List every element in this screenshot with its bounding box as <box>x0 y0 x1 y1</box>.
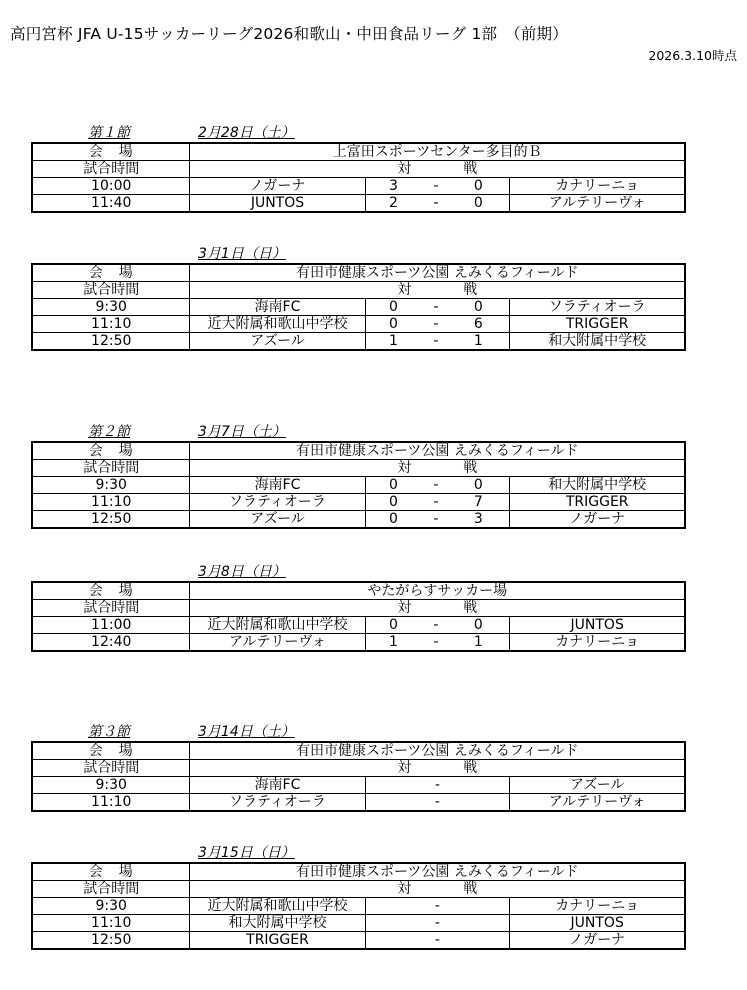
score-dash: - <box>434 915 440 931</box>
time-header: 試合時間 <box>32 600 190 617</box>
score-cell <box>365 494 510 511</box>
match-row <box>32 932 685 950</box>
home-team: アズール <box>190 511 365 529</box>
match-label: 戦 <box>463 282 478 298</box>
kickoff-time: 11:40 <box>32 195 190 213</box>
kickoff-time: 11:10 <box>32 316 190 333</box>
score-cell <box>365 634 510 652</box>
kickoff-time: 12:50 <box>32 511 190 529</box>
day-block <box>0 246 747 351</box>
match-label: 戦 <box>463 460 478 476</box>
score <box>366 195 510 211</box>
away-team: JUNTOS <box>510 915 685 932</box>
score-cell <box>365 511 510 529</box>
match-row <box>32 316 685 333</box>
round-label-row <box>0 246 747 263</box>
time-header: 試合時間 <box>32 460 190 477</box>
column-header-row <box>32 460 685 477</box>
match-header <box>190 460 685 477</box>
score <box>366 299 510 315</box>
home-team: アズール <box>190 333 365 351</box>
home-team: アルテリーヴォ <box>190 634 365 652</box>
time-header: 試合時間 <box>32 161 190 178</box>
venue-header: 会 場 <box>32 863 190 881</box>
score <box>366 477 510 493</box>
kickoff-time: 11:10 <box>32 915 190 932</box>
home-team: 近大附属和歌山中学校 <box>190 316 365 333</box>
home-score: 0 <box>389 494 398 510</box>
score-dash: - <box>434 932 440 948</box>
score-dash: - <box>434 777 440 793</box>
match-label: 戦 <box>463 760 478 776</box>
score <box>366 617 510 633</box>
score-cell <box>365 794 510 812</box>
home-team: 海南FC <box>190 777 365 794</box>
away-score: 0 <box>473 617 483 633</box>
kickoff-time: 11:00 <box>32 617 190 634</box>
day-block <box>0 564 747 652</box>
home-score: 1 <box>389 634 398 650</box>
venue-header: 会 場 <box>32 742 190 760</box>
time-header: 試合時間 <box>32 760 190 777</box>
score-cell <box>365 316 510 333</box>
score-cell <box>365 299 510 316</box>
kickoff-time: 11:10 <box>32 494 190 511</box>
home-score: 0 <box>389 316 398 332</box>
venue-row <box>32 264 685 282</box>
kickoff-time: 12:40 <box>32 634 190 652</box>
score <box>366 494 510 510</box>
vs-label: 対 <box>397 282 412 298</box>
day-block <box>0 424 747 529</box>
document-title: 高円宮杯 JFA U-15サッカーリーグ2026和歌山・中田食品リーグ 1部 （前期） <box>10 25 568 43</box>
home-team: 近大附属和歌山中学校 <box>190 617 365 634</box>
venue-header: 会 場 <box>32 264 190 282</box>
score-dash: - <box>433 617 439 633</box>
match-date: 3月14日（土） <box>198 724 295 740</box>
score-dash: - <box>433 195 439 211</box>
score-cell <box>365 617 510 634</box>
match-header <box>190 161 685 178</box>
score-dash: - <box>433 477 439 493</box>
vs-label: 対 <box>397 881 412 897</box>
day-block <box>0 845 747 950</box>
round-label: 第１節 <box>88 125 130 141</box>
match-row <box>32 511 685 529</box>
venue-name: 有田市健康スポーツ公園 えみくるフィールド <box>190 264 685 282</box>
score <box>366 511 510 527</box>
score-cell <box>365 333 510 351</box>
venue-name: 上富田スポーツセンター多目的Ｂ <box>190 143 685 161</box>
match-row <box>32 617 685 634</box>
home-team: ソラティオーラ <box>190 494 365 511</box>
venue-row <box>32 582 685 600</box>
away-score: 0 <box>473 477 483 493</box>
score <box>366 333 510 349</box>
column-header-row <box>32 600 685 617</box>
away-score: 6 <box>473 316 483 332</box>
home-score: 0 <box>389 299 398 315</box>
home-team: 近大附属和歌山中学校 <box>190 898 365 915</box>
home-score: 1 <box>389 333 398 349</box>
away-score: 7 <box>473 494 483 510</box>
match-header <box>190 282 685 299</box>
column-header-row <box>32 161 685 178</box>
match-row <box>32 494 685 511</box>
venue-row <box>32 442 685 460</box>
home-score: 3 <box>389 178 398 194</box>
schedule-table <box>31 263 686 351</box>
away-score: 1 <box>473 333 483 349</box>
venue-header: 会 場 <box>32 582 190 600</box>
home-team: JUNTOS <box>190 195 365 213</box>
score-dash: - <box>434 794 440 810</box>
score-cell <box>365 477 510 494</box>
venue-row <box>32 742 685 760</box>
away-team: 和大附属中学校 <box>510 477 685 494</box>
venue-row <box>32 863 685 881</box>
away-team: カナリーニョ <box>510 634 685 652</box>
score-cell <box>365 195 510 213</box>
match-row <box>32 634 685 652</box>
venue-name: 有田市健康スポーツ公園 えみくるフィールド <box>190 442 685 460</box>
home-score: 0 <box>389 477 398 493</box>
schedule-table <box>31 142 686 213</box>
match-date: 3月8日（日） <box>198 564 286 580</box>
kickoff-time: 12:50 <box>32 333 190 351</box>
kickoff-time: 10:00 <box>32 178 190 195</box>
match-header <box>190 881 685 898</box>
kickoff-time: 12:50 <box>32 932 190 950</box>
match-date: 3月15日（日） <box>198 845 295 861</box>
vs-label: 対 <box>397 460 412 476</box>
match-row <box>32 299 685 316</box>
kickoff-time: 9:30 <box>32 477 190 494</box>
score-cell <box>365 915 510 932</box>
day-block <box>0 125 747 213</box>
score <box>366 178 510 194</box>
schedule-table <box>31 862 686 950</box>
round-label-row <box>0 125 747 142</box>
match-row <box>32 195 685 213</box>
score-cell <box>365 178 510 195</box>
schedule-table <box>31 741 686 812</box>
kickoff-time: 9:30 <box>32 898 190 915</box>
home-team: TRIGGER <box>190 932 365 950</box>
match-row <box>32 915 685 932</box>
venue-name: 有田市健康スポーツ公園 えみくるフィールド <box>190 863 685 881</box>
match-date: 3月1日（日） <box>198 246 286 262</box>
away-team: TRIGGER <box>510 316 685 333</box>
match-row <box>32 794 685 812</box>
match-date: 3月7日（土） <box>198 424 286 440</box>
score-dash: - <box>433 316 439 332</box>
venue-name: やたがらすサッカー場 <box>190 582 685 600</box>
score-dash: - <box>433 178 439 194</box>
home-team: 海南FC <box>190 477 365 494</box>
schedule-table <box>31 441 686 529</box>
schedule-table <box>31 581 686 652</box>
venue-row <box>32 143 685 161</box>
score-dash: - <box>433 494 439 510</box>
away-team: カナリーニョ <box>510 898 685 915</box>
kickoff-time: 11:10 <box>32 794 190 812</box>
home-score: 0 <box>389 511 398 527</box>
away-team: 和大附属中学校 <box>510 333 685 351</box>
away-team: ソラティオーラ <box>510 299 685 316</box>
time-header: 試合時間 <box>32 282 190 299</box>
home-score: 2 <box>389 195 398 211</box>
score-dash: - <box>434 898 440 914</box>
column-header-row <box>32 881 685 898</box>
round-label: 第２節 <box>88 424 130 440</box>
round-label-row <box>0 845 747 862</box>
match-header <box>190 600 685 617</box>
updated-date: 2026.3.10時点 <box>648 48 737 63</box>
away-score: 0 <box>473 195 483 211</box>
score-cell <box>365 932 510 950</box>
day-block <box>0 724 747 812</box>
away-team: アルテリーヴォ <box>510 195 685 213</box>
home-team: ノガーナ <box>190 178 365 195</box>
home-team: 海南FC <box>190 299 365 316</box>
venue-name: 有田市健康スポーツ公園 えみくるフィールド <box>190 742 685 760</box>
home-team: 和大附属中学校 <box>190 915 365 932</box>
vs-label: 対 <box>397 161 412 177</box>
round-label-row <box>0 424 747 441</box>
match-row <box>32 333 685 351</box>
venue-header: 会 場 <box>32 442 190 460</box>
vs-label: 対 <box>397 760 412 776</box>
score-dash: - <box>433 333 439 349</box>
score-dash: - <box>433 299 439 315</box>
kickoff-time: 9:30 <box>32 299 190 316</box>
away-team: ノガーナ <box>510 511 685 529</box>
round-label: 第３節 <box>88 724 130 740</box>
vs-label: 対 <box>397 600 412 616</box>
round-label-row <box>0 564 747 581</box>
score-cell <box>365 898 510 915</box>
match-header <box>190 760 685 777</box>
match-label: 戦 <box>463 600 478 616</box>
home-score: 0 <box>389 617 398 633</box>
away-team: カナリーニョ <box>510 178 685 195</box>
away-team: アズール <box>510 777 685 794</box>
score-dash: - <box>433 511 439 527</box>
match-label: 戦 <box>463 881 478 897</box>
match-row <box>32 477 685 494</box>
away-score: 0 <box>473 178 483 194</box>
kickoff-time: 9:30 <box>32 777 190 794</box>
match-date: 2月28日（土） <box>198 125 295 141</box>
column-header-row <box>32 282 685 299</box>
round-label-row <box>0 724 747 741</box>
match-row <box>32 898 685 915</box>
match-row <box>32 178 685 195</box>
column-header-row <box>32 760 685 777</box>
score-dash: - <box>433 634 439 650</box>
away-team: アルテリーヴォ <box>510 794 685 812</box>
score <box>366 634 510 650</box>
time-header: 試合時間 <box>32 881 190 898</box>
score-cell <box>365 777 510 794</box>
match-label: 戦 <box>463 161 478 177</box>
home-team: ソラティオーラ <box>190 794 365 812</box>
away-score: 3 <box>473 511 483 527</box>
score <box>366 316 510 332</box>
away-score: 1 <box>473 634 483 650</box>
away-team: TRIGGER <box>510 494 685 511</box>
away-score: 0 <box>473 299 483 315</box>
match-row <box>32 777 685 794</box>
venue-header: 会 場 <box>32 143 190 161</box>
away-team: ノガーナ <box>510 932 685 950</box>
away-team: JUNTOS <box>510 617 685 634</box>
